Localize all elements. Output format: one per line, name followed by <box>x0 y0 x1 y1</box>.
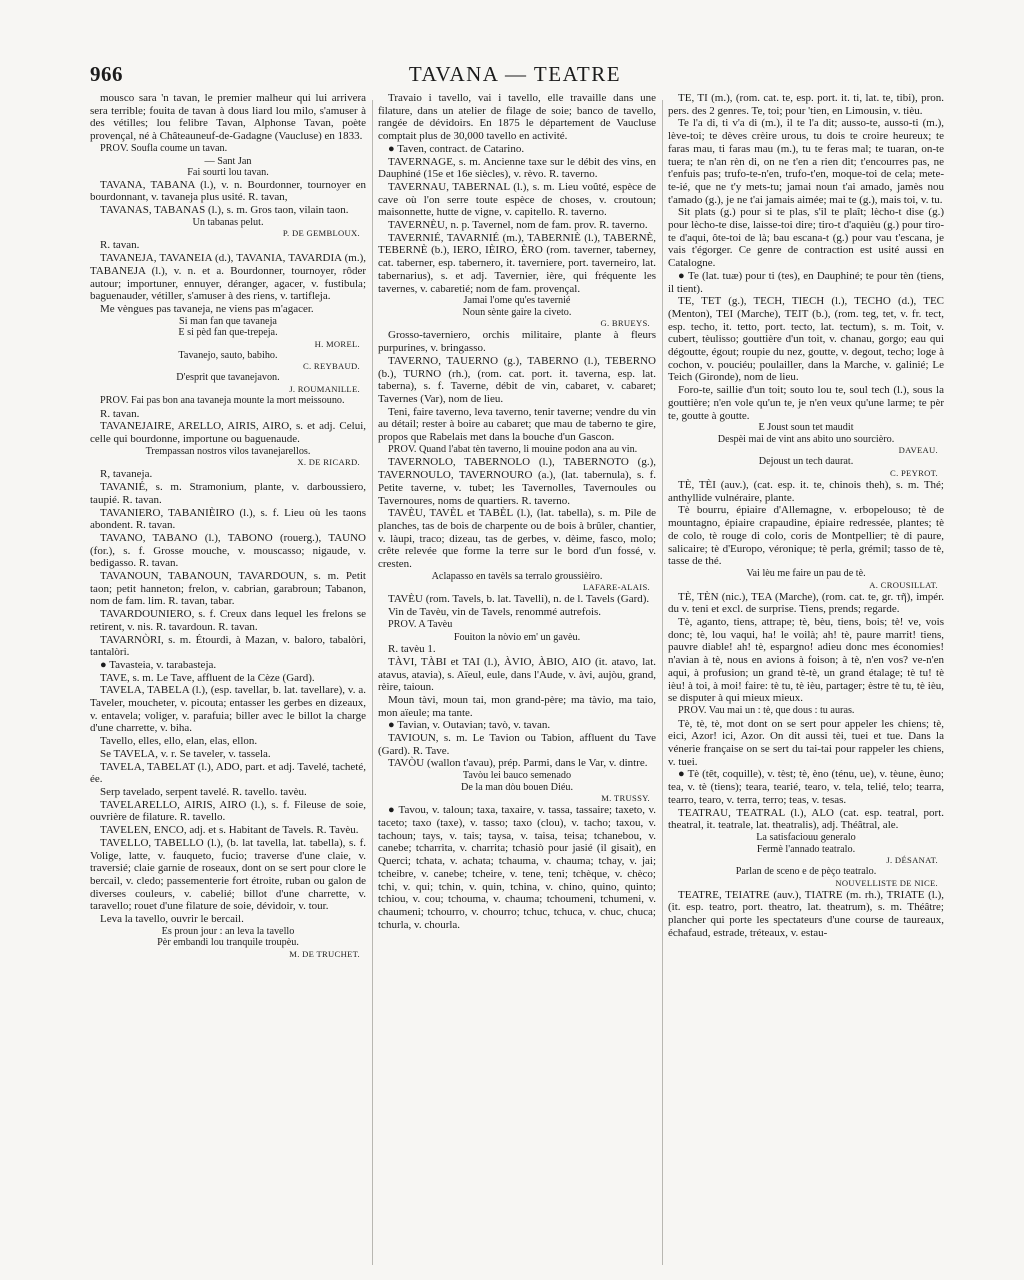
dictionary-entry: TAVERNO, TAUERNO (g.), TABERNO (l.), TEBERNO (b.), TURNO (rh.), (rom. cat. port. it. taverna, esp. lat. taberna), s. f. Taverne, débit de vin, cabaret, v. cabaret; Tavernes (Var), nom de lieu. <box>378 354 656 405</box>
dictionary-entry: TAVANA, TABANA (l.), v. n. Bourdonner, tournoyer en bourdonnant, v. tavaneja plus usité. R. tavan, <box>90 178 366 204</box>
dictionary-entry: TAVANEJAIRE, ARELLO, AIRIS, AIRO, s. et adj. Celui, celle qui bourdonne, importune ou baguenaude. <box>90 420 366 446</box>
citation-author: M. DE TRUCHET. <box>289 948 360 959</box>
citation-line: Un tabanas pelut. <box>192 216 264 228</box>
dictionary-entry: Vin de Tavèu, vin de Tavels, renommé autrefois. <box>388 606 602 619</box>
dictionary-entry: TAVERNAGE, s. m. Ancienne taxe sur le débit des vins, en Dauphiné (15e et 16e siècles), v. rèvo. R. taverno. <box>378 155 656 181</box>
citation-line: Trempassan nostros vilos tavanejarellos. <box>145 445 311 457</box>
dictionary-entry: TAVÈU, TAVÈL et TABÈL (l.), (lat. tabella), s. m. Pile de planches, tas de bois de charpente ou de bois à brûler, chantier, v. làupi, traco; dizeau, tas de gerbes, v. dèime, fasco, molo; crête relevée que forme la terre sur le bord d'un fossé, v. cresten. <box>378 507 656 571</box>
citation-line: Tavòu lei bauco semenado <box>462 770 572 782</box>
proverb: PROV. Soufla coume un tavan. <box>100 142 228 154</box>
dictionary-entry: TAVELARELLO, AIRIS, AIRO (l.), s. f. Fileuse de soie, ouvrière de filature. R. tavello. <box>90 798 366 824</box>
citation-line: D'esprit que tavanejavon. <box>176 372 280 384</box>
citation-line: Es proun jour : an leva la tavello <box>161 925 295 937</box>
citation-author: X. DE RICARD. <box>297 457 360 468</box>
dictionary-entry: ● Tavou, v. taloun; taxa, taxaire, v. tassa, tassaire; taxeto, v. taceto; taxo (taxe), v. tasso; taxo (clou), v. tacho; taxou, v. tachoun; tays, v. tais; taysa, v. taisa, teisa; tchanebou, v. canebe; tcharrita, v. charrita; tchasiò pour jasié (il gisait), en Querci; tchata, v. achata; tchauma, v. chauma; tchay, v. jai; tcheibre, v. canebe; tcheire, v. tene, teni; tchèque, v. chèco; tchi, v. qui; tchin, v. quin, tchina, v. chino, quino, quinto; tchiou, v. cou; tchouma, v. chauma; tchoumeni, tchumeni, v. chaumeni; tchourro, v. chourro; tchuc, tchuca, v. chuc, chuca; tchurla, v. chourla. <box>378 804 656 931</box>
dictionary-entry: Grosso-taverniero, orchis militaire, plante à fleurs purpurines, v. bringasso. <box>378 329 656 355</box>
column-divider <box>372 100 373 1265</box>
citation-line: Fouiton la nòvio em' un gavèu. <box>453 631 581 643</box>
dictionary-entry: Tè, tè, tè, mot dont on se sert pour appeler les chiens; tè, eici, Azor! ici, Azor. On dit aussi tèi, tuei et tue. Dans la vénerie française on se sert du tai-tai pour rappeler les chiens, v. tuei. <box>668 717 944 768</box>
dictionary-entry: TAVELA, TABELA (l.), (esp. tavellar, b. lat. tavellare), v. a. Taveler, moucheter, v. picouta; entasser les gerbes en dizeaux, v. entavela; voliger, v. parafuia; biller avec le billot la charge d'une charrette, v. biha. <box>90 684 366 735</box>
dictionary-entry: TAVANO, TABANO (l.), TABONO (rouerg.), TAUNO (for.), s. f. Grosse mouche, v. mouscasso; nigaude, v. bedigasso. R. tavan. <box>90 531 366 570</box>
column-divider <box>662 100 663 1265</box>
proverb: PROV. A Tavèu <box>388 618 453 630</box>
dictionary-entry: TEATRE, TEIATRE (auv.), TIATRE (m. rh.), TRIATE (l.), (it. esp. teatro, port. theatro, lat. theatrum), s. m. Théâtre; plancher qui porte les spectateurs d'une course de taureaux, échafaud, estrade, tréteaux, v. estau- <box>668 888 944 939</box>
dictionary-entry: ● Te (lat. tuæ) pour ti (tes), en Dauphiné; te pour tèn (tiens, il tient). <box>668 269 944 295</box>
dictionary-entry: Travaio i tavello, vai i tavello, elle travaille dans une filature, dans un atelier de filage de soie; banco de tavello, rangée de dévidoirs. En 1875 le département de Vaucluse comptait plus de 30,000 tavello en activité. <box>378 92 656 143</box>
citation-author: C. REYBAUD. <box>302 361 360 372</box>
dictionary-entry: Se TAVELA, v. r. Se taveler, v. tassela. <box>100 747 271 760</box>
dictionary-entry: TEATRAU, TEATRAL (l.), ALO (cat. esp. teatral, port. theatral, it. teatrale, lat. theatralis), adj. Théâtral, ale. <box>668 806 944 832</box>
running-head: TAVANA — TEATRE <box>408 62 622 86</box>
citation-line: Parlan de sceno e de pèço teatralo. <box>735 866 877 878</box>
dictionary-entry: TAVE, s. m. Le Tave, affluent de la Cèze (Gard). <box>100 671 315 684</box>
citation-line: Fermè l'annado teatralo. <box>756 843 856 855</box>
dictionary-entry: TÈ, TÈN (nic.), TEA (Marche), (rom. cat. te, gr. τῆ), impér. du v. teni et excl. de surprise. Tiens, prends; regarde. <box>668 590 944 616</box>
dictionary-entry: ● Tavasteia, v. tarabasteja. <box>100 658 217 671</box>
dictionary-entry: TAVERNÈU, n. p. Tavernel, nom de fam. prov. R. taverno. <box>388 219 648 232</box>
dictionary-entry: TAVIOUN, s. m. Le Tavion ou Tabion, affluent du Tave (Gard). R. Tave. <box>378 732 656 757</box>
dictionary-entry: TE, TI (m.), (rom. cat. te, esp. port. it. ti, lat. te, tibi), pron. pers. des 2 genres. Te, toi; pour 'tien, en Limousin, v. tièu. <box>668 92 944 117</box>
citation-line: Jamai l'ome qu'es tavernié <box>463 295 571 307</box>
dictionary-entry: Tavello, elles, ello, elan, elas, ellon. <box>100 735 258 748</box>
dictionary-entry: TAVANEJA, TAVANEIA (d.), TAVANIA, TAVARDIA (m.), TABANEJA (l.), v. n. et a. Bourdonner, tournoyer, rôder autour; importuner, ennuyer, déranger, agacer, v. fustibula; baguenauder, vétiller, s'amuser à des riens, v. tartifleja. <box>90 252 366 303</box>
dictionary-entry: mousco sara 'n tavan, le premier malheur qui lui arrivera sera terrible; fouita de tavan à dous liard lou milo, s'amuser à des vétilles; lou felibre Tavan, Alphonse Tavan, poète provençal, né à Châteauneuf-de-Gadagne (Vaucluse) en 1833. <box>90 92 366 143</box>
citation-line: — Sant Jan <box>204 155 252 167</box>
dictionary-entry: TÀVI, TÀBI et TAI (l.), ÀVIO, ÀBIO, AIO (it. atavo, lat. atavus, atavia), s. Aïeul, eule, dans l'Aude, v. àvi, aujòu, grand, rèire, taioun. <box>378 655 656 694</box>
dictionary-entry: R. tavan. <box>100 407 140 420</box>
citation-line: Pèr embandi lou tranquile troupèu. <box>157 937 299 949</box>
dictionary-entry: ● Tè (têt, coquille), v. tèst; tè, èno (ténu, ue), v. tèune, èuno; tea, v. tè (tiens); teara, tearié, tearo, v. tela, telié, telo; tearra, tearro, tearo, v. terra, terro; teas, v. tesas. <box>668 768 944 806</box>
dictionary-entry: TAVARDOUNIERO, s. f. Creux dans lequel les frelons se retirent, v. nis. R. tavardoun. R. tavan. <box>90 608 366 633</box>
dictionary-entry: ● Tavian, v. Outavian; tavò, v. tavan. <box>388 719 551 732</box>
citation-author: C. PEYROT. <box>890 468 938 479</box>
dictionary-entry: Teni, faire taverno, leva taverno, tenir taverne; vendre du vin au détail; rester à boire au cabaret; que mau de taberno te gire, propos que Rabelais met dans la bouche d'un Gascon. <box>378 405 656 444</box>
dictionary-entry: TAVERNOLO, TABERNOLO (l.), TABERNOTO (g.), TAVERNOULO, TAVERNOURO (a.), (lat. tabernula), s. f. Petite taverne, v. tubet; les Tavernolles, Tavernoules ou Tavernoures, noms de quartiers. R. taverno. <box>378 456 656 507</box>
citation-line: Despèi mai de vint ans abito uno sourcièro. <box>717 433 895 445</box>
dictionary-entry: Tè, aganto, tiens, attrape; tè, bèu, tiens, bois; tè! ve, vois donc; tè, lou vaqui, ha! le voilà; ah! tè, paure marrit! tiens, pauvre diable! ah! tè, espargno! adieu donc mes économies! n'avian à tè, nous en avions à foison; à tè, n'en vos? ve-n'en aqui, à profusion; un grand tè-tè, un grand étalage; tè tu! tè ièu! à toi, à moi! faire: tè tu, tè ièu, partager; èstre tè tu, tè ièu, se disputer à qui mieux mieux. <box>668 615 944 705</box>
citation-line: Aclapasso en tavèls sa terralo groussièiro. <box>431 570 603 582</box>
dictionary-entry: R, tavaneja. <box>100 468 153 481</box>
dictionary-entry: TAVERNIÉ, TAVARNIÉ (m.), TABERNIÈ (l.), TABERNÈ, TEBERNÈ (b.), IERO, IÈIRO, ÈRO (rom. taverner, taberney, cat. taberner, esp. tabernero, it. taverniere, port. taverneiro, lat. tabernarius), s. et adj. Tavernier, ière, qui fréquente les tavernes, v. cabaretié; nom de fam. provençal. <box>378 231 656 295</box>
citation-line: E Joust soun tet maudit <box>758 422 854 434</box>
page-header <box>90 62 940 92</box>
dictionary-entry: Te l'a di, ti v'a di (m.), il te l'a dit; ausso-te, ausso-ti (m.), lève-toi; te dèves crèire urous, tu dois te croire heureux; te faras mau, ti faras mau (m.), tu te feras mal; te tuaran, on-te tuera; te n'an rèn di, on ne t'en a rien dit; t'encourres pas, ne t'enfuis pas; trufo-te-n'en, trufo-t'en, moque-toi de cela; mete-te-ié, que ne t'y mets-tu; jamai noun t'ai amado, jamès nou t'amado (g.), je ne t'ai jamais aimée; mai te (g.), mais toi, v. tu. <box>668 117 944 206</box>
citation-author: A. CROUSILLAT. <box>869 579 938 590</box>
dictionary-entry: R. tavèu 1. <box>388 643 436 656</box>
citation-author: P. DE GEMBLOUX. <box>282 228 360 239</box>
citation-author: NOUVELLISTE DE NICE. <box>835 877 938 888</box>
citation-line: Fai sourti lou tavan. <box>187 167 269 179</box>
dictionary-entry: Tè bourru, épiaire d'Allemagne, v. erbopelouso; tè de mountagno, épiaire crapaudine, épiaire redressée, plantes; tè de colo, tè rouge di colo, coris de Montpellier; tè di paure, salicaire; tè d'Europo, véronique; tè perla, grémil; tasso de tè, tasse de thé. <box>668 504 944 568</box>
citation-author: G. BRUEYS. <box>600 318 650 329</box>
dictionary-entry: TAVANIÉ, s. m. Stramonium, plante, v. darboussiero, taupié. R. tavan. <box>90 481 366 506</box>
citation-line: Dejoust un tech daurat. <box>758 456 854 468</box>
dictionary-entry: TAVELA, TABELAT (l.), ADO, part. et adj. Tavelé, tacheté, ée. <box>90 760 366 786</box>
proverb: PROV. Fai pas bon ana tavaneja mounte la mort meissouno. <box>100 395 345 406</box>
page-number: 966 <box>90 62 123 86</box>
citation-author: DAVEAU. <box>898 445 938 456</box>
dictionary-entry: TAVÈU (rom. Tavels, b. lat. Tavelli), n. de l. Tavels (Gard). <box>388 593 650 606</box>
dictionary-entry: Me vèngues pas tavaneja, ne viens pas m'agacer. <box>100 302 314 315</box>
citation-line: De la man dòu bouen Diéu. <box>460 781 574 793</box>
proverb: PROV. Quand l'abat tèn taverno, li mouine podon ana au vin. <box>388 443 638 455</box>
dictionary-entry: R. tavan. <box>100 239 140 252</box>
dictionary-entry: TE, TET (g.), TECH, TIECH (l.), TECHO (d.), TEC (Menton), TEI (Marche), TEIT (b.), (rom. teg, tet, v. fr. tect, esp. techo, it. tetto, port. tecto, lat. tectum), s. m. Toit, v. cubert, tèulisso; gouttière d'un toit, v. chanau, gorgo; eau qui dégoutte, égout; roupie du nez, goutte, v. degout, techo; loge à cochon, v. pouciéu; poulailler, dans la Marche, v. galinié; Le Teich (Gironde), nom de lieu. <box>668 295 944 384</box>
text-column-right <box>668 92 944 1267</box>
text-column-left <box>90 92 366 1267</box>
citation-line: Si man fan que tavaneja <box>179 315 277 327</box>
dictionary-entry: TÈ, TÈI (auv.), (cat. esp. it. te, chinois theh), s. m. Thé; anthyllide vulnéraire, plante. <box>668 479 944 504</box>
citation-author: M. TRUSSY. <box>601 793 650 804</box>
dictionary-entry: TAVANIERO, TABANIÈIRO (l.), s. f. Lieu où les taons abondent. R. tavan. <box>90 506 366 532</box>
dictionary-entry: TAVERNAU, TABERNAL (l.), s. m. Lieu voûté, espèce de cave où l'on serre toute espèce de choses, v. croutoun; maisonnette, hutte de vigne, v. capitello. R. taverno. <box>378 180 656 219</box>
dictionary-entry: Leva la tavello, ouvrir le bercail. <box>100 913 244 926</box>
citation-line: E si pèd fan que-trepeja. <box>178 327 278 339</box>
dictionary-entry: Sit plats (g.) pour si te plas, s'il te plaît; lècho-t dise (g.) pour lècho-te dise, laisse-toi dire; tiro-t d'aquièu (g.) pour tiro-te d'aqui, ôte-toi de là; bau escana-t (g.) pour vau t'escana, je vais t'égorger. Ce genre de contraction est usité aussi en Catalogne. <box>668 206 944 270</box>
dictionary-entry: TAVÒU (wallon t'avau), prép. Parmi, dans le Var, v. dintre. <box>388 757 648 770</box>
citation-line: Noun sènte gaire la civeto. <box>462 306 572 318</box>
citation-author: LAFARE-ALAIS. <box>583 582 650 593</box>
dictionary-entry: Foro-te, saillie d'un toit; souto lou te, soul tech (l.), sous la gouttière; n'en vole qu'un te, je n'en veux qu'une larme; te pèr te, goutte à goutte. <box>668 384 944 422</box>
dictionary-entry: Moun tàvi, moun tai, mon grand-père; ma tàvio, ma taio, mon aïeule; ma tante. <box>378 693 656 719</box>
dictionary-entry: TAVARNÒRI, s. m. Étourdi, à Mazan, v. baloro, tabalòri, tantalòri. <box>90 633 366 659</box>
dictionary-entry: ● Taven, contract. de Catarino. <box>388 142 525 155</box>
citation-line: Tavanejo, sauto, babiho. <box>178 349 278 361</box>
dictionary-entry: TAVELEN, ENCO, adj. et s. Habitant de Tavels. R. Tavèu. <box>100 824 359 837</box>
citation-line: La satisfaciouu generalo <box>756 831 856 843</box>
citation-author: J. DÉSANAT. <box>886 855 938 866</box>
dictionary-entry: Serp tavelado, serpent tavelé. R. tavello. tavèu. <box>100 785 307 798</box>
dictionary-entry: TAVANAS, TABANAS (l.), s. m. Gros taon, vilain taon. <box>100 204 349 217</box>
citation-author: J. ROUMANILLE. <box>289 384 360 394</box>
text-column-middle <box>378 92 656 1267</box>
citation-author: H. MOREL. <box>314 338 360 349</box>
dictionary-entry: TAVANOUN, TABANOUN, TAVARDOUN, s. m. Petit taon; petit hanneton; frelon, v. cabrian, garabroun; Tabanon, nom de fam. lim. R. tavan, tabar. <box>90 570 366 608</box>
proverb: PROV. Vau mai un : tè, que dous : tu auras. <box>678 704 855 716</box>
dictionary-entry: TAVELLO, TABELLO (l.), (b. lat tavella, lat. tabella), s. f. Volige, latte, v. fauqueto, fucio; traverse d'une claie, v. traversié; claie garnie de roseaux, dont on se sert pour clore le bercail, v. cledo; passementerie fort étroite, ruban ou galon de diverses couleurs, v. cabelié; billot d'une charrette, v. taravello; rouet d'une filature de soie, dévidoir, v. tour. <box>90 836 366 913</box>
citation-line: Vai lèu me faire un pau de tè. <box>746 567 866 579</box>
